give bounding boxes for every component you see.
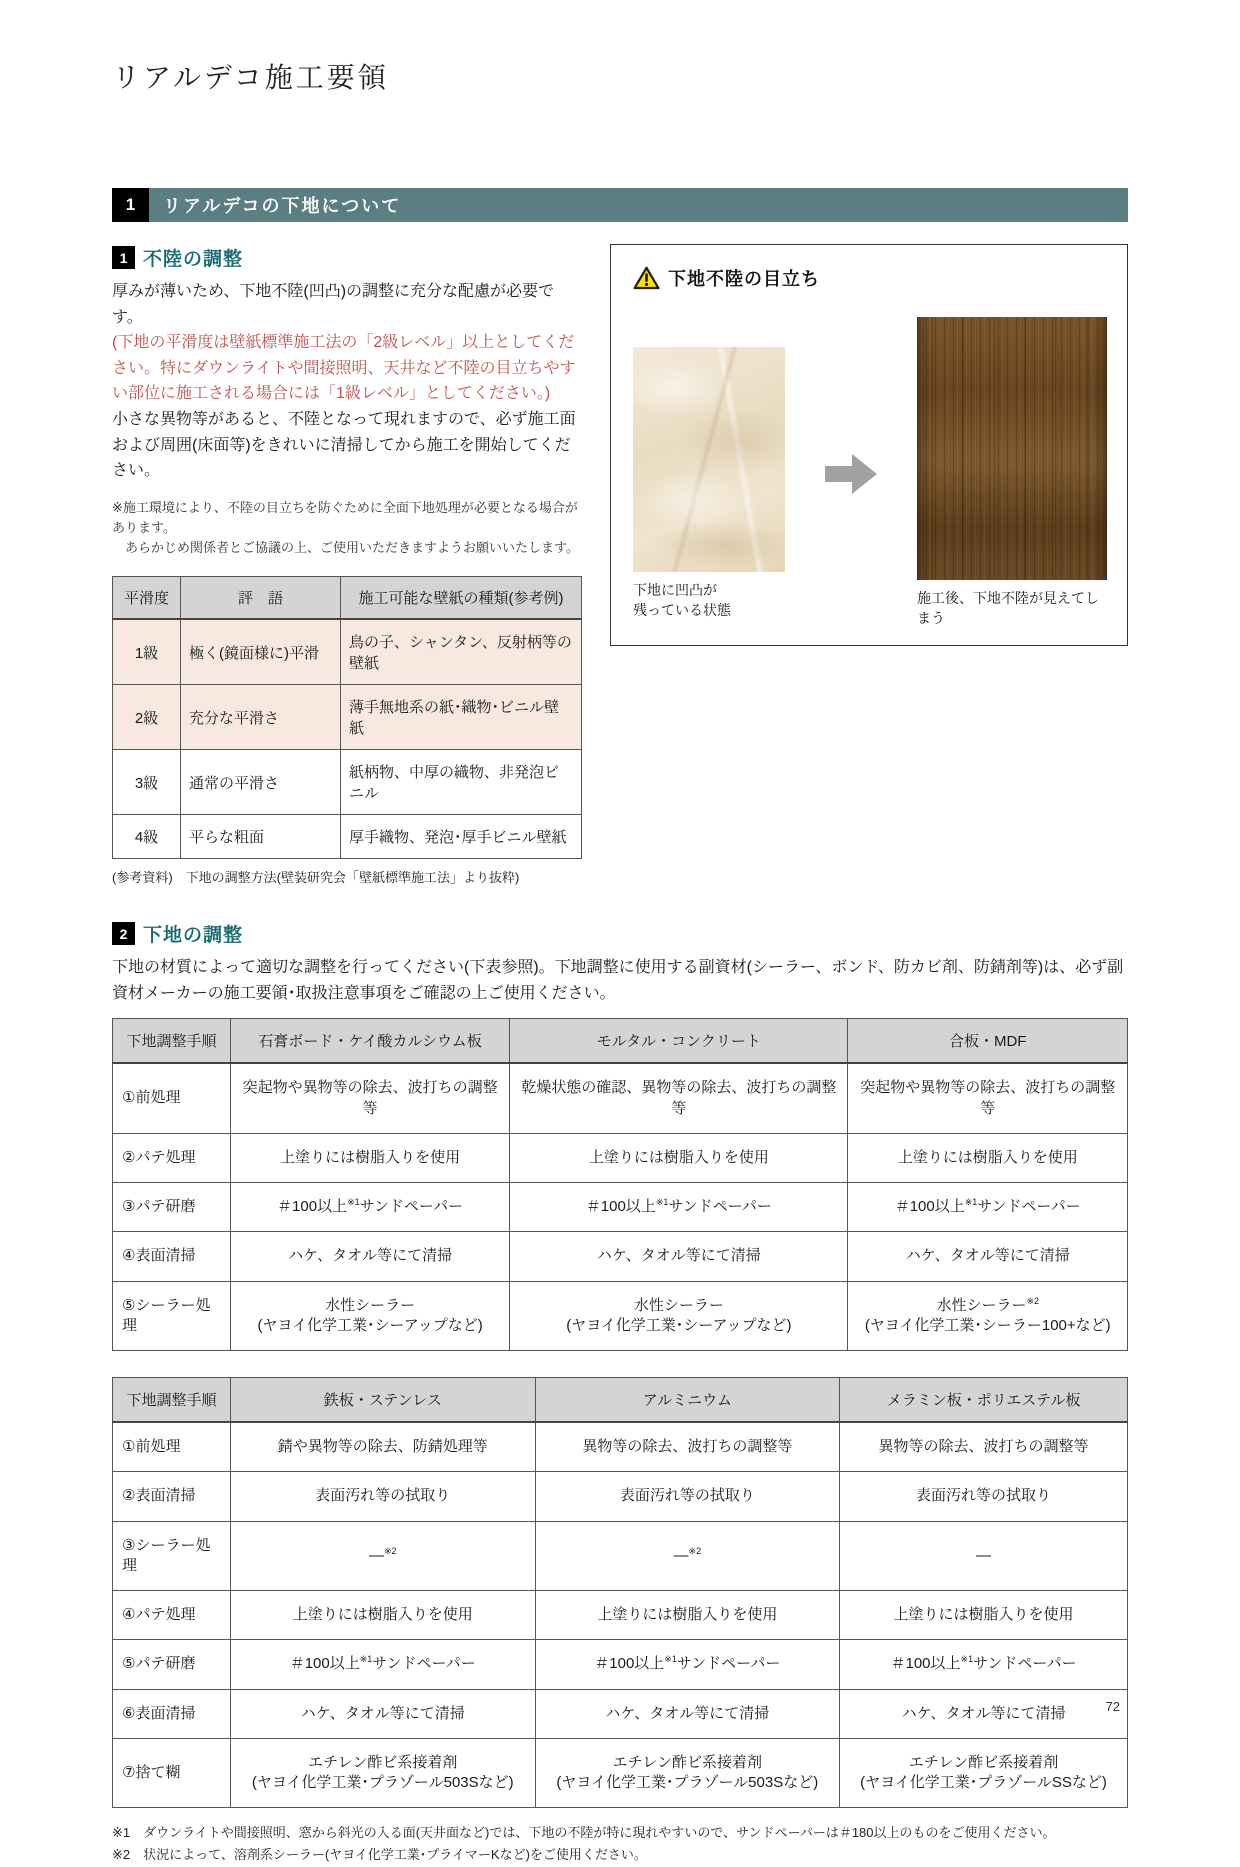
table-row [113, 1422, 1128, 1472]
column-header: アルミニウム [535, 1378, 840, 1423]
table-cell: ＃100以上$^{※1}$サンドペーパー [231, 1640, 536, 1689]
column-header: モルタル・コンクリート [510, 1019, 848, 1064]
footnote-marker: ※1 [359, 1654, 373, 1665]
plaster-texture-image [633, 347, 785, 572]
table-cell: 平らな粗面 [181, 815, 341, 859]
table-cell: エチレン酢ビ系接着剤 (ヤヨイ化学工業･プラゾール503Sなど) [535, 1738, 840, 1808]
procedure-table-boards [112, 1018, 1128, 1351]
table-row [113, 750, 582, 815]
row-header-cell: ③パテ研磨 [113, 1183, 231, 1232]
smoothness-table [112, 576, 582, 859]
paragraph: 小さな異物等があると、不陸となって現れますので、必ず施工面および周囲(床面等)をきれいに清掃してから施工を開始してください。 [112, 410, 576, 480]
figure-content [633, 317, 1107, 629]
table-row [113, 1591, 1128, 1640]
footnote-marker: ※1 [664, 1654, 677, 1665]
row-header-cell: ①前処理 [113, 1422, 231, 1472]
left-column [112, 244, 582, 886]
table-cell: 表面汚れ等の拭取り [231, 1472, 536, 1521]
footnote-marker: ※1 [964, 1197, 978, 1208]
footnote-1: ※1 ダウンライトや間接照明、窓から斜光の入る面(天井面など)では、下地の不陸が特に現れやすいので、サンドペーパーは＃180以上のものをご使用ください。 [112, 1825, 1056, 1841]
header-row [113, 577, 582, 620]
table-cell: 錆や異物等の除去、防錆処理等 [231, 1422, 536, 1472]
table-cell: ハケ、タオル等にて清掃 [848, 1232, 1128, 1281]
header-row [113, 1378, 1128, 1423]
two-column-region [112, 244, 1128, 886]
table-cell: 水性シーラー$^{※2}$ (ヤヨイ化学工業･シーラー100+など) [848, 1281, 1128, 1351]
footnote-2: ※2 状況によって、溶剤系シーラー(ヤヨイ化学工業･プライマーKなど)をご使用ください。 [112, 1847, 647, 1863]
table-cell: 水性シーラー (ヤヨイ化学工業･シーアップなど) [231, 1281, 510, 1351]
paragraph: 厚みが薄いため、下地不陸(凹凸)の調整に充分な配慮が必要です。 [112, 283, 555, 326]
table-cell: ＃100以上$^{※1}$サンドペーパー [848, 1183, 1128, 1232]
table-cell: 上塗りには樹脂入りを使用 [535, 1591, 840, 1640]
section-header [112, 188, 1128, 222]
footnote-marker: ※2 [1026, 1295, 1040, 1306]
after-figure [917, 317, 1107, 629]
table-row [113, 815, 582, 859]
subsection-number-badge: 2 [112, 922, 135, 945]
table-row [113, 1183, 1128, 1232]
table-cell: 乾燥状態の確認、異物等の除去、波打ちの調整等 [510, 1063, 848, 1133]
table-row [113, 1738, 1128, 1808]
column-header: 評 語 [181, 577, 341, 620]
subsection-heading-2 [112, 920, 1128, 947]
row-header-cell: 1級 [113, 619, 181, 685]
row-header-cell: ②パテ処理 [113, 1133, 231, 1182]
row-header-cell: 2級 [113, 685, 181, 750]
right-column [610, 244, 1128, 646]
table-cell: —$^{※2}$ [231, 1521, 536, 1591]
warning-paragraph: (下地の平滑度は壁紙標準施工法の「2級レベル」以上としてください。特にダウンライトや間接照明、天井など不陸の目立ちやすい部位に施工される場合には「1級レベル」としてください。) [112, 334, 576, 403]
figure-box [610, 244, 1128, 646]
table-cell: 異物等の除去、波打ちの調整等 [840, 1422, 1128, 1472]
table-cell: エチレン酢ビ系接着剤 (ヤヨイ化学工業･プラゾール503Sなど) [231, 1738, 536, 1808]
table-cell: 突起物や異物等の除去、波打ちの調整等 [231, 1063, 510, 1133]
table-cell: —$^{※2}$ [535, 1521, 840, 1591]
table-cell: エチレン酢ビ系接着剤 (ヤヨイ化学工業･プラゾールSSなど) [840, 1738, 1128, 1808]
footnote-marker: ※1 [655, 1197, 669, 1208]
footnote-marker: ※2 [688, 1545, 702, 1556]
row-header-cell: 3級 [113, 750, 181, 815]
table-cell: ハケ、タオル等にて清掃 [231, 1232, 510, 1281]
table-cell: 表面汚れ等の拭取り [535, 1472, 840, 1521]
subsection-number-badge: 1 [112, 246, 135, 269]
subsection-intro: 下地の材質によって適切な調整を行ってください(下表参照)。下地調整に使用する副資材(シーラー、ボンド、防カビ剤、防錆剤等)は、必ず副資材メーカーの施工要領･取扱注意事項をご確認の上ご使用ください。 [112, 959, 1124, 1002]
table-cell: ＃100以上$^{※1}$サンドペーパー [231, 1183, 510, 1232]
row-header-cell: ①前処理 [113, 1063, 231, 1133]
footnote-marker: ※1 [960, 1654, 974, 1665]
wood-texture-image [917, 317, 1107, 580]
table-row [113, 1521, 1128, 1591]
table-row [113, 1472, 1128, 1521]
page-number: 72 [1105, 1699, 1120, 1714]
footnote-marker: ※1 [347, 1197, 360, 1208]
table-cell: ハケ、タオル等にて清掃 [231, 1689, 536, 1738]
data-table [112, 576, 582, 859]
before-caption: 下地に凹凸が 残っている状態 [633, 582, 731, 619]
row-header-cell: ③シーラー処理 [113, 1521, 231, 1591]
table-cell: 厚手織物、発泡･厚手ビニル壁紙 [341, 815, 582, 859]
subsection-heading-1 [112, 244, 582, 271]
row-header-cell: ⑤パテ研磨 [113, 1640, 231, 1689]
column-header: 施工可能な壁紙の種類(参考例) [341, 577, 582, 620]
table-cell: 鳥の子、シャンタン、反射柄等の壁紙 [341, 619, 582, 685]
table-row [113, 1063, 1128, 1133]
footnotes [112, 1822, 1128, 1866]
body-paragraphs [112, 279, 582, 484]
table-cell: ハケ、タオル等にて清掃 [510, 1232, 848, 1281]
row-header-cell: ⑤シーラー処理 [113, 1281, 231, 1351]
figure-title-row [633, 265, 1107, 291]
subsection-title: 不陸の調整 [143, 249, 244, 270]
table-cell: 上塗りには樹脂入りを使用 [840, 1591, 1128, 1640]
table-row [113, 1232, 1128, 1281]
column-header: 合板・MDF [848, 1019, 1128, 1064]
arrow-right-icon [825, 452, 877, 496]
note-line: あらかじめ関係者とご協議の上、ご使用いただきますようお願いいたします。 [125, 540, 579, 556]
subsection-title: 下地の調整 [143, 925, 244, 947]
note-line: ※施工環境により、不陸の目立ちを防ぐために全面下地処理が必要となる場合があります。 [112, 499, 578, 535]
table-cell: ＃100以上$^{※1}$サンドペーパー [510, 1183, 848, 1232]
column-header: 下地調整手順 [113, 1019, 231, 1064]
row-header-cell: ②表面清掃 [113, 1472, 231, 1521]
table-cell: 上塗りには樹脂入りを使用 [231, 1133, 510, 1182]
table-cell: — [840, 1521, 1128, 1591]
column-header: 下地調整手順 [113, 1378, 231, 1423]
header-row [113, 1019, 1128, 1064]
table-row [113, 1640, 1128, 1689]
row-header-cell: 4級 [113, 815, 181, 859]
table-cell: 水性シーラー (ヤヨイ化学工業･シーアップなど) [510, 1281, 848, 1351]
table-cell: 通常の平滑さ [181, 750, 341, 815]
column-header: メラミン板・ポリエステル板 [840, 1378, 1128, 1423]
table-cell: 紙柄物、中厚の織物、非発泡ビニル [341, 750, 582, 815]
table-row [113, 685, 582, 750]
column-header: 石膏ボード・ケイ酸カルシウム板 [231, 1019, 510, 1064]
data-table [112, 1018, 1128, 1351]
data-table [112, 1377, 1128, 1808]
table-cell: 表面汚れ等の拭取り [840, 1472, 1128, 1521]
table-caption: (参考資料) 下地の調整方法(壁装研究会「壁紙標準施工法」より抜粋) [112, 870, 520, 886]
row-header-cell: ⑦捨て糊 [113, 1738, 231, 1808]
table-cell: ＃100以上$^{※1}$サンドペーパー [840, 1640, 1128, 1689]
page-title: リアルデコ施工要領 [112, 62, 389, 93]
table-cell: 極く(鏡面様に)平滑 [181, 619, 341, 685]
after-caption: 施工後、下地不陸が見えてしまう [917, 590, 1099, 627]
footnote-marker: ※2 [384, 1545, 397, 1556]
table-cell: 充分な平滑さ [181, 685, 341, 750]
section-title: リアルデコの下地について [149, 188, 1128, 222]
column-header: 鉄板・ステンレス [231, 1378, 536, 1423]
note-block [112, 498, 582, 558]
table-cell: ハケ、タオル等にて清掃 [840, 1689, 1128, 1738]
table-cell: ＃100以上$^{※1}$サンドペーパー [535, 1640, 840, 1689]
table-row [113, 1689, 1128, 1738]
column-header: 平滑度 [113, 577, 181, 620]
figure-title: 下地不陸の目立ち [668, 269, 820, 289]
table-cell: 突起物や異物等の除去、波打ちの調整等 [848, 1063, 1128, 1133]
table-row [113, 1133, 1128, 1182]
table-row [113, 1281, 1128, 1351]
table-cell: 上塗りには樹脂入りを使用 [231, 1591, 536, 1640]
table-cell: 薄手無地系の紙･織物･ビニル壁紙 [341, 685, 582, 750]
table-cell: 上塗りには樹脂入りを使用 [848, 1133, 1128, 1182]
row-header-cell: ④パテ処理 [113, 1591, 231, 1640]
table-cell: 上塗りには樹脂入りを使用 [510, 1133, 848, 1182]
warning-triangle-icon [633, 266, 660, 290]
table-cell: ハケ、タオル等にて清掃 [535, 1689, 840, 1738]
procedure-table-metals [112, 1377, 1128, 1808]
table-cell: 異物等の除去、波打ちの調整等 [535, 1422, 840, 1472]
table-row [113, 619, 582, 685]
section-number-badge: 1 [112, 188, 149, 222]
row-header-cell: ④表面清掃 [113, 1232, 231, 1281]
before-figure [633, 347, 785, 629]
row-header-cell: ⑥表面清掃 [113, 1689, 231, 1738]
